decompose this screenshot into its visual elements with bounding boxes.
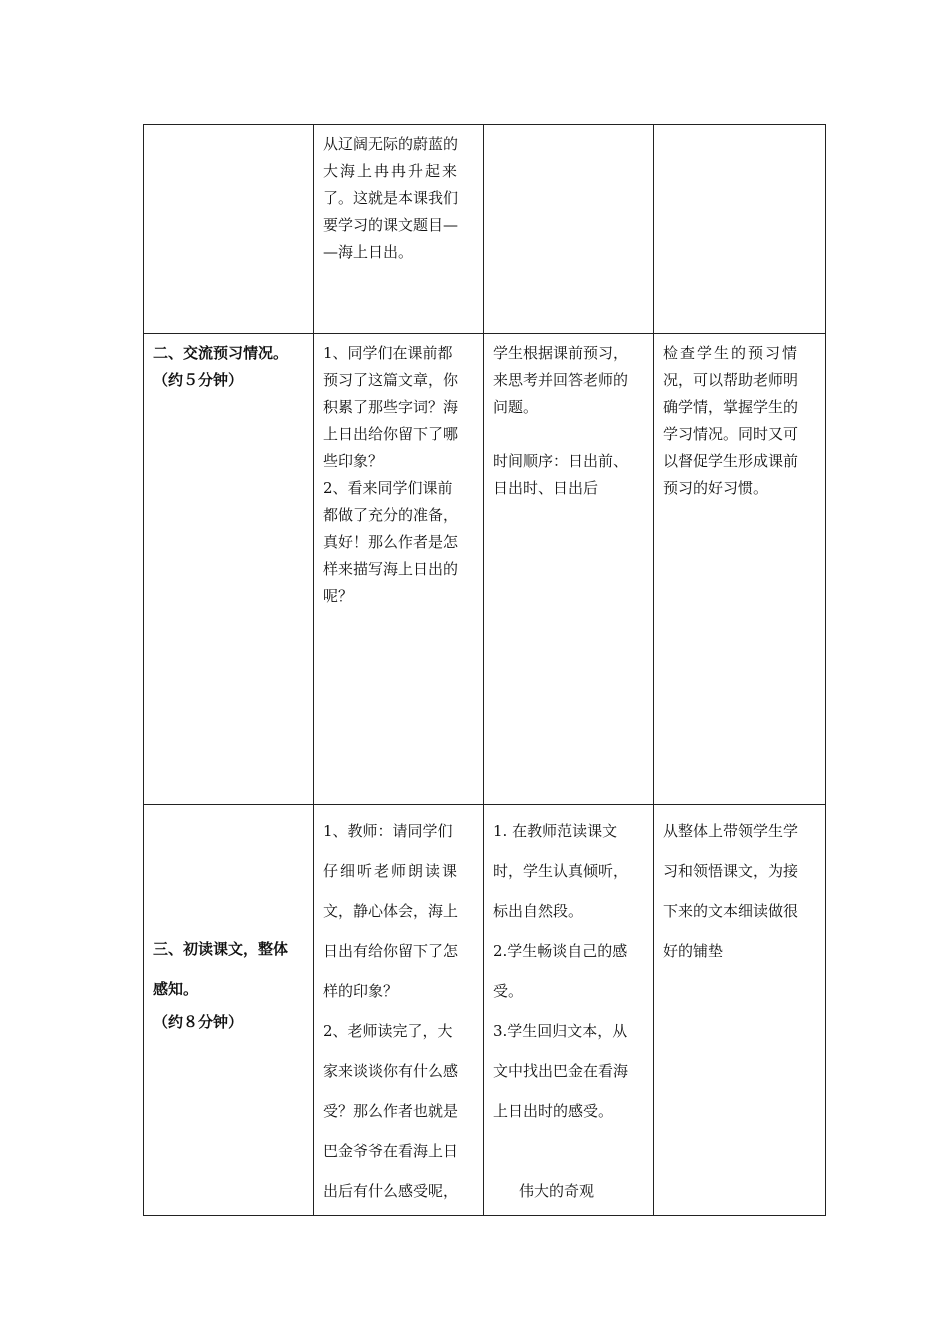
- teacher-activity-cell: [314, 125, 484, 334]
- text-line: 1、教师：请同学们: [323, 822, 453, 840]
- text-line: 都做了充分的准备，: [323, 506, 459, 524]
- text-line: 学生根据课前预习，: [493, 344, 629, 362]
- text-line: 检查学生的预习情: [663, 344, 800, 362]
- stage-duration: （约５分钟）: [153, 371, 244, 389]
- student-activity-cell: [484, 334, 654, 805]
- student-activity-cell: [484, 125, 654, 334]
- table-row: [144, 334, 826, 805]
- text-line: 了。这就是本课我们: [323, 189, 459, 207]
- design-intent-cell: [654, 125, 826, 334]
- text-line: 文中找出巴金在看海: [493, 1062, 629, 1080]
- stage-title: 二、交流预习情况。: [153, 344, 289, 362]
- lesson-plan-table: [143, 124, 826, 1216]
- text-line: 确学情，掌握学生的: [663, 398, 799, 416]
- text-line: 习和领悟课文，为接: [663, 862, 799, 880]
- text-line: 呢？: [323, 587, 354, 605]
- text-line: 好的铺垫: [663, 942, 724, 960]
- text-line: —海上日出。: [323, 243, 414, 261]
- text-line: 受？那么作者也就是: [323, 1102, 459, 1120]
- text-line: 下来的文本细读做很: [663, 902, 799, 920]
- text-line: 时间顺序：日出前、: [493, 452, 629, 470]
- text-line: 些印象？: [323, 452, 384, 470]
- text-line: 标出自然段。: [493, 902, 584, 920]
- text-line: 来思考并回答老师的: [493, 371, 629, 389]
- text-line: 要学习的课文题目—: [323, 216, 459, 234]
- text-line: 1、同学们在课前都: [323, 344, 453, 362]
- text-line: 真好！那么作者是怎: [323, 533, 459, 551]
- text-line: 文，静心体会，海上: [323, 902, 459, 920]
- text-line: 家来谈谈你有什么感: [323, 1062, 459, 1080]
- text-line: 学习情况。同时又可: [663, 425, 799, 443]
- text-line: 巴金爷爷在看海上日: [323, 1142, 459, 1160]
- text-line: 时，学生认真倾听，: [493, 862, 629, 880]
- text-line: 日出有给你留下了怎: [323, 942, 459, 960]
- table-row: [144, 805, 826, 1216]
- stage-cell: [144, 805, 314, 1216]
- text-line: 样来描写海上日出的: [323, 560, 459, 578]
- text-line: 上日出给你留下了哪: [323, 425, 459, 443]
- text-line: 样的印象？: [323, 982, 399, 1000]
- stage-duration: （约８分钟）: [153, 1013, 244, 1031]
- text-line: 从整体上带领学生学: [663, 822, 799, 840]
- student-note: 伟大的奇观: [519, 1182, 595, 1200]
- student-activity-cell: [484, 805, 654, 1216]
- teacher-activity-cell: [314, 334, 484, 805]
- text-line: 积累了那些字词？海: [323, 398, 459, 416]
- text-line: 大海上冉冉升起来: [323, 162, 460, 180]
- text-line: 问题。: [493, 398, 539, 416]
- text-line: 受。: [493, 982, 524, 1000]
- design-intent-cell: [654, 334, 826, 805]
- stage-title: 三、初读课文，整体: [153, 940, 289, 958]
- text-line: 上日出时的感受。: [493, 1102, 614, 1120]
- stage-cell: [144, 334, 314, 805]
- text-line: 以督促学生形成课前: [663, 452, 799, 470]
- table-row: [144, 125, 826, 334]
- text-line: 2、老师读完了，大: [323, 1022, 453, 1040]
- text-line: 2.学生畅谈自己的感: [493, 942, 628, 960]
- text-line: 日出时、日出后: [493, 479, 599, 497]
- text-line: 出后有什么感受呢，: [323, 1182, 459, 1200]
- text-line: 预习的好习惯。: [663, 479, 769, 497]
- teacher-activity-cell: [314, 805, 484, 1216]
- text-line: 仔细听老师朗读课: [323, 862, 460, 880]
- stage-title-cont: 感知。: [153, 980, 199, 998]
- text-line: 预习了这篇文章，你: [323, 371, 459, 389]
- text-line: 况，可以帮助老师明: [663, 371, 799, 389]
- text-line: 1. 在教师范读课文: [493, 822, 618, 840]
- design-intent-cell: [654, 805, 826, 1216]
- text-line: 3.学生回归文本，从: [493, 1022, 628, 1040]
- text-line: 2、看来同学们课前: [323, 479, 453, 497]
- stage-cell: [144, 125, 314, 334]
- text-line: 从辽阔无际的蔚蓝的: [323, 135, 459, 153]
